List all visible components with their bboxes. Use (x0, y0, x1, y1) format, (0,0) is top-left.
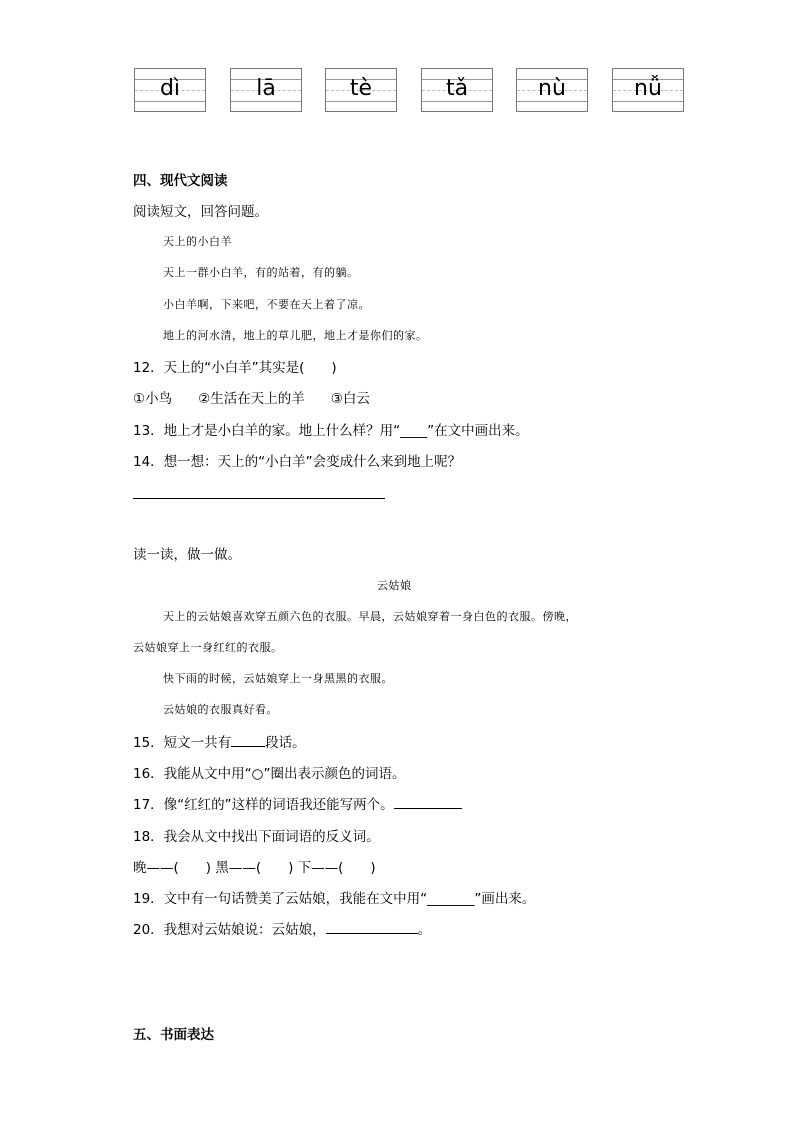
section5-heading: 五、书面表达 (133, 1027, 214, 1043)
pinyin-text: tè (349, 76, 373, 101)
pinyin-box (516, 68, 588, 112)
pinyin-text: nù (538, 76, 566, 101)
answer-line[interactable] (133, 498, 385, 499)
passage-line: 快下雨的时候，云姑娘穿上一身黑黑的衣服。 (163, 672, 393, 685)
question-14: 14．想一想：天上的“小白羊”会变成什么来到地上呢？ (133, 454, 462, 470)
pinyin-box (421, 68, 493, 112)
passage-line: 小白羊啊，下来吧，不要在天上着了凉。 (163, 298, 370, 311)
answer-blank[interactable] (394, 796, 462, 809)
option-1[interactable]: ①小鸟 (133, 391, 173, 407)
question-16: 16．我能从文中用“○”圈出表示颜色的词语。 (133, 766, 406, 782)
question-17-text: 17．像“红红的”这样的词语我还能写两个。 (133, 797, 394, 813)
answer-blank[interactable] (231, 734, 265, 747)
option-3[interactable]: ③白云 (330, 391, 370, 407)
section4-heading: 四、现代文阅读 (133, 173, 228, 189)
passage-line: 云姑娘的衣服真好看。 (163, 703, 278, 716)
pinyin-box (612, 68, 684, 112)
question-20-text: 20．我想对云姑娘说：云姑娘， (133, 922, 326, 938)
pinyin-text: dì (159, 76, 181, 101)
question-18: 18．我会从文中找出下面词语的反义词。 (133, 829, 380, 845)
section4-instruction: 阅读短文，回答问题。 (133, 204, 268, 220)
passage-title: 云姑娘 (377, 579, 412, 592)
part2-instruction: 读一读，做一做。 (133, 547, 241, 563)
question-12: 12．天上的“小白羊”其实是( ) (133, 360, 337, 376)
pinyin-box (325, 68, 397, 112)
passage-line: 云姑娘穿上一身红红的衣服。 (133, 641, 283, 654)
question-13: 13．地上才是小白羊的家。地上什么样？用“____”在文中画出来。 (133, 423, 529, 439)
pinyin-text: nǚ (634, 76, 662, 101)
pinyin-text: tǎ (445, 76, 469, 101)
question-15-text: 15．短文一共有 (133, 735, 232, 751)
passage-line: 天上一群小白羊，有的站着，有的躺。 (163, 266, 359, 279)
pinyin-row (134, 68, 686, 113)
answer-blank[interactable] (326, 921, 418, 934)
pinyin-text: lā (256, 76, 276, 101)
passage-line: 地上的河水清，地上的草儿肥，地上才是你们的家。 (163, 329, 428, 342)
passage-title: 天上的小白羊 (163, 235, 232, 248)
question-15-tail: 段话。 (265, 735, 306, 751)
question-20-tail: 。 (417, 922, 432, 938)
pinyin-box (134, 68, 206, 112)
pinyin-box (230, 68, 302, 112)
passage-line: 天上的云姑娘喜欢穿五颜六色的衣服。早晨，云姑娘穿着一身白色的衣服。傍晚， (163, 610, 577, 623)
question-19: 19．文中有一句话赞美了云姑娘，我能在文中用“_______”画出来。 (133, 891, 536, 907)
question-12-options (133, 390, 396, 408)
question-18-pairs: 晚——( ) 黑——( ) 下——( ) (133, 860, 376, 876)
question-17 (133, 796, 462, 814)
option-2[interactable]: ②生活在天上的羊 (198, 391, 305, 407)
question-20 (133, 921, 431, 939)
question-15 (133, 734, 306, 752)
